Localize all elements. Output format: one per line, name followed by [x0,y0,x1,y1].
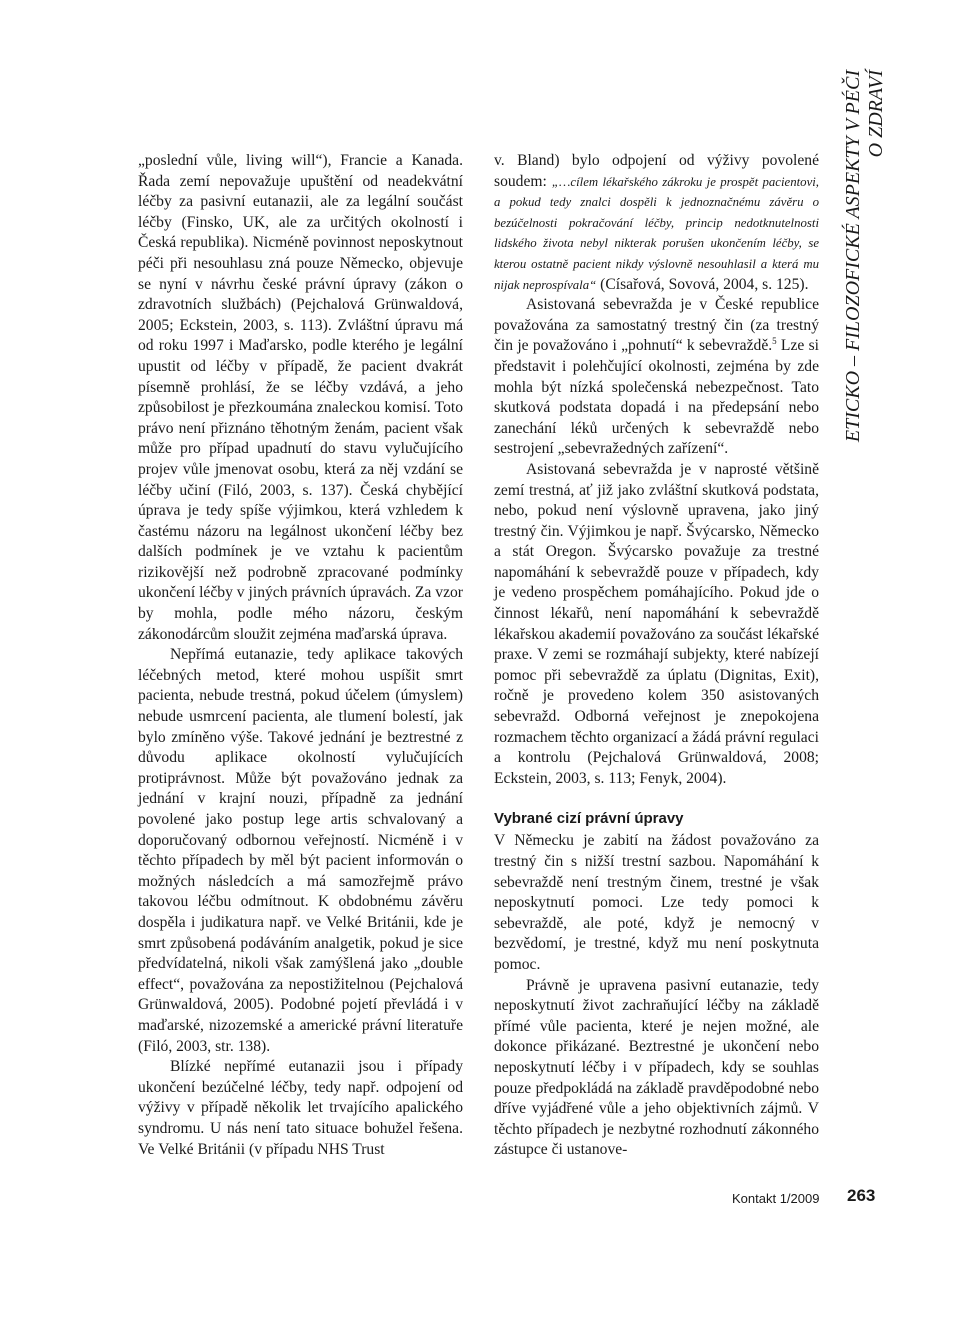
running-head [842,70,902,470]
journal-issue: Kontakt 1/2009 [732,1191,820,1206]
page-number: 263 [847,1186,876,1205]
right-column [494,151,819,1161]
section-heading: Vybrané cizí právní úpravy [494,810,684,828]
left-paragraph-3: Blízké nepřímé eutanazii jsou i případy ukončení bezúčelné léčby, tedy např. odpojení od výživy v případě několik let trvajícího apalického syndromu. U nás není tato situace bohužel řešena. Ve Velké Británii (v případu NHS Trust [138,1058,463,1158]
left-paragraph-1: „poslední vůle, living will“), Francie a Kanada. Řada zemí nepovažuje upuštění od neadekvátní léčby za pasivní eutanazii, ale za legální součást léčby (Finsko, UK, ale za určitých okolností i Česká republika). Nicméně povinnost neposkytnout péči při nesouhlasu zná pouze Německo, objevuje se nyní v návrhu české právní úpravy (zákon o zdravotních službách) (Pejchalová Grünwaldová, 2005; Eckstein, 2003, s. 113). Zvláštní úpravu má od roku 1997 i Maďarsko, podle kterého je legální upustit od léčby v případě, že pacient dvakrát písemně prohlásí, že se léčby vzdává, a jeho způsobilost je přezkoumána znaleckou komisí. Toto právo není přiznáno těhotným ženám, pacient však může pro případ upadnutí do stavu vylučujícího projev vůle jmenovat osobu, která za něj vzdání se léčby učiní (Filó, 2003, s. 137). Česká chybějící úprava je tedy spíše výjimkou, která vzhledem k častému názoru na legálnost ukončení léčby bez dalších podmínek je ve vztahu k pacientům rizikovější než podrobně zpracované podmínky ukončení léčby v jiných právních úpravách. Za vzor by mohla, podle mého názoru, českým zákonodárcům sloužit zejména maďarská úprava. [138,152,463,643]
court-quote: „…cílem lékařského zákroku je prospět pacientovi, a pokud tedy znalci dospěli k jednoznačnému závěru o bezúčelnosti pokračování léčby, princip nedotknutelnosti lidského života nebyl nikterak porušen ukončením léčby, se kterou ostatně pacient nikdy výslovně nesouhlasil a která mu nijak neprospívala“ [494,174,819,292]
running-head-line-1: ETICKO – FILOZOFICKÉ ASPEKTY V PÉČI [842,70,864,443]
right-paragraph-2-rest: Lze si představit i polehčující okolnosti, zejména by zde mohla být nízká společenská nebezpečnost. Tato skutková podstata dopadá i na předepsání nebo zanechání léků určených k sebevraždě nebo sestrojení „sebevražedných zařízení“. [494,337,819,458]
right-paragraph-5: Právně je upravena pasivní eutanazie, tedy neposkytnutí život zachraňující léčby na základě přímé vůle pacienta, které je nejen možné, ale dokonce přikázané. Beztrestné je ukončení nebo neposkytnutí léčby i v případech, kdy se souhlas pouze předpokládá na základě pravděpodobné nebo dříve vyjádřené vůle a jeho objektivních zájmů. V těchto případech je nezbytné rozhodnutí zákonného zástupce či ustanove- [494,976,819,1159]
right-paragraph-2-main: Asistovaná sebevražda je v České republice považována za samostatný trestný čin (za trestný čin je považováno i „pohnutí“ k sebevraždě. [494,296,819,355]
running-head-line-2: O ZDRAVÍ [865,70,887,158]
running-head-text [842,70,888,470]
page-footer [732,1186,876,1212]
footnote-marker: 5 [772,336,777,347]
right-paragraph-3: Asistovaná sebevražda je v naprosté většině zemí trestná, ať již jako zvláštní skutková podstata, nebo, pokud není výslovně upravena, jako jiný trestný čin. Výjimkou je např. Švýcarsko, Německo a stát Oregon. Švýcarsko považuje za trestné napomáhání k sebevraždě pouze v případech, kdy je vedeno prospěchem pomáhajícího. Pokud jde o činnost lékařů, není napomáhání k sebevraždě lékařskou akademií považováno za součást lékařské praxe. V zemi se rozmáhají subjekty, které nabízejí pomoc při sebevraždě za úplatu (Dignitas, Exit), ročně je provedeno kolem 350 asistovaných sebevražd. Odborná veřejnost je znepokojena rozmachem těchto organizací a žádá právní regulaci a kontrolu (Pejchalová Grünwaldová, 2008; Eckstein, 2003, s. 113; Fenyk, 2004). [494,460,819,787]
right-paragraph-2 [494,295,819,460]
left-paragraph-2: Nepřímá eutanazie, tedy aplikace takových léčebných metod, které mohou uspíšit smrt pacienta, nebude trestná, pokud účelem (úmyslem) nebude usmrcení pacienta, ale tlumení bolestí, jak bylo zmíněno výše. Takové jednání je beztrestné z důvodu aplikace okolností vylučujících protiprávnost. Může být považováno jednak za jednání v krajní nouzi, případně za jednání povolené jako postup lege artis schvalovaný a doporučovaný odbornou veřejností. Nicméně i v těchto případech by měl být pacient informován o možných následcích a má samozřejmě právo takovou léčbu odmítnout. K obdobnému závěru dospěla i judikatura např. ve Velké Británii, kde je smrt způsobená podáváním analgetik, pokud je sice předvídatelná, nikoli však zamýšlená jako „double effect“, považována za nepostižitelnou (Pejchalová Grünwaldová, 2005). Podobné pojetí převládá i v maďarské, nizozemské a americké právní literatuře (Filó, 2003, str. 138). [138,646,463,1055]
right-paragraph-1-end: (Císařová, Sovová, 2004, s. 125). [596,275,809,293]
right-paragraph-4: V Německu je zabití na žádost považováno za trestný čin s nižší trestní sazbou. Napomáhání k sebevraždě není trestným činem, trestné je však neposkytnutí pomoci. Lze tedy pomoci k sebevraždě, ale poté, když je nemocný v bezvědomí, je trestné, když mu není poskytnuta pomoc. [494,832,819,973]
left-column [138,151,463,1160]
right-paragraph-1-start: v. Bland) bylo odpojení od výživy povolené soudem: [494,152,819,190]
right-paragraph-1 [494,151,819,295]
